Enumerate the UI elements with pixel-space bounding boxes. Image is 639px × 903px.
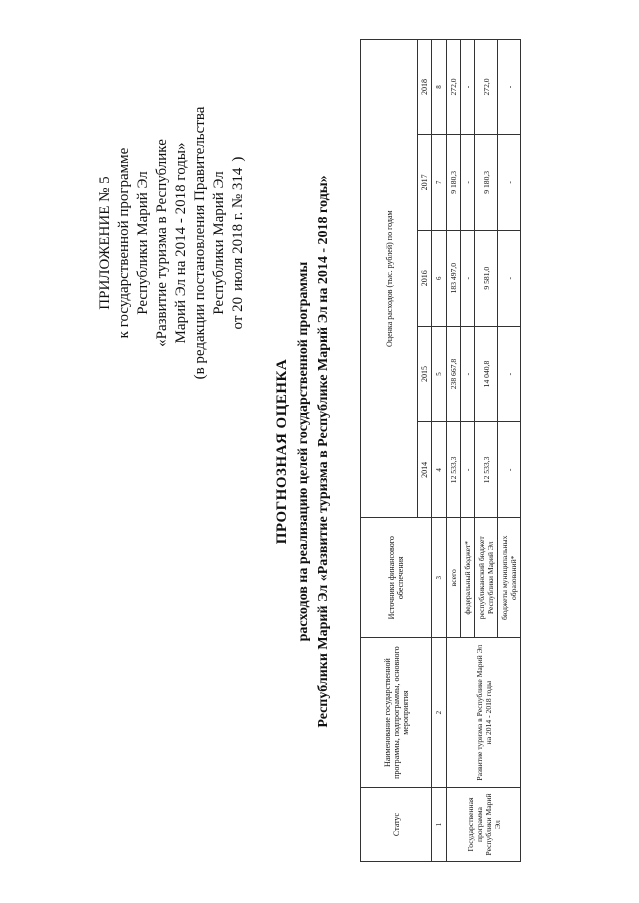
value-cell: - bbox=[461, 422, 475, 518]
value-cell: 12 533,3 bbox=[475, 422, 498, 518]
value-cell: - bbox=[498, 230, 521, 326]
value-cell: - bbox=[498, 326, 521, 422]
appendix-block bbox=[96, 78, 248, 408]
appendix-line: к государственной программе bbox=[116, 147, 132, 339]
value-cell: 238 667,8 bbox=[447, 326, 461, 422]
column-number: 2 bbox=[432, 638, 447, 788]
header-estimate: Оценка расходов (тыс. рублей) по годам bbox=[361, 40, 418, 518]
table-row bbox=[447, 40, 461, 862]
header-year: 2018 bbox=[418, 40, 432, 135]
value-cell: - bbox=[461, 40, 475, 135]
value-cell: - bbox=[498, 422, 521, 518]
status-cell: Государственная программа Республики Марий Эл bbox=[447, 788, 521, 862]
column-number: 3 bbox=[432, 518, 447, 638]
header-status: Статус bbox=[361, 788, 432, 862]
value-cell: - bbox=[461, 326, 475, 422]
value-cell: 272,0 bbox=[475, 40, 498, 135]
value-cell: - bbox=[461, 134, 475, 230]
page-subtitle: расходов на реализацию целей государственной программы bbox=[296, 261, 311, 642]
value-cell: 9 581,0 bbox=[475, 230, 498, 326]
header-year: 2017 bbox=[418, 134, 432, 230]
expense-estimate-table bbox=[360, 39, 521, 862]
appendix-line: Марий Эл на 2014 - 2018 годы» bbox=[173, 142, 189, 344]
program-name-cell: Развитие туризма в Республике Марий Эл на 2014 - 2018 годы bbox=[447, 638, 521, 788]
column-number: 5 bbox=[432, 326, 447, 422]
value-cell: - bbox=[461, 230, 475, 326]
header-year: 2015 bbox=[418, 326, 432, 422]
header-year: 2016 bbox=[418, 230, 432, 326]
source-cell: федеральный бюджет* bbox=[461, 518, 475, 638]
value-cell: 183 497,0 bbox=[447, 230, 461, 326]
appendix-line: Республики Марий Эл bbox=[135, 171, 151, 315]
appendix-decree-line bbox=[229, 78, 248, 408]
decree-date-day: от 20 bbox=[230, 296, 246, 330]
column-number: 8 bbox=[432, 40, 447, 135]
column-number: 1 bbox=[432, 788, 447, 862]
column-number: 7 bbox=[432, 134, 447, 230]
column-number: 4 bbox=[432, 422, 447, 518]
value-cell: 12 533,3 bbox=[447, 422, 461, 518]
header-funding-source: Источники финансового обеспечения bbox=[361, 518, 432, 638]
appendix-line: «Развитие туризма в Республике bbox=[154, 139, 170, 347]
value-cell: 272,0 bbox=[447, 40, 461, 135]
page-title: ПРОГНОЗНАЯ ОЦЕНКА bbox=[274, 358, 290, 545]
table-header-row bbox=[361, 40, 418, 862]
appendix-number: ПРИЛОЖЕНИЕ № 5 bbox=[97, 176, 113, 310]
header-program-name: Наименование государственной программы, подпрограммы, основного мероприятия bbox=[361, 638, 432, 788]
value-cell: - bbox=[498, 40, 521, 135]
appendix-line: (в редакции постановления Правительства bbox=[192, 106, 208, 380]
source-cell: всего bbox=[447, 518, 461, 638]
value-cell: 9 180,3 bbox=[475, 134, 498, 230]
value-cell: 14 040,8 bbox=[475, 326, 498, 422]
decree-close: ) bbox=[230, 156, 246, 162]
appendix-line: Республики Марий Эл bbox=[211, 171, 227, 315]
column-number-row bbox=[432, 40, 447, 862]
decree-date-rest: июля 2018 г. № 314 bbox=[230, 167, 246, 291]
value-cell: - bbox=[498, 134, 521, 230]
source-cell: бюджеты муниципальных образований* bbox=[498, 518, 521, 638]
page-subtitle-program: Республики Марий Эл «Развитие туризма в Республике Марий Эл на 2014 - 2018 годы» bbox=[316, 175, 331, 728]
source-cell: республиканский бюджет Республики Марий Эл bbox=[475, 518, 498, 638]
column-number: 6 bbox=[432, 230, 447, 326]
header-year: 2014 bbox=[418, 422, 432, 518]
value-cell: 9 180,3 bbox=[447, 134, 461, 230]
